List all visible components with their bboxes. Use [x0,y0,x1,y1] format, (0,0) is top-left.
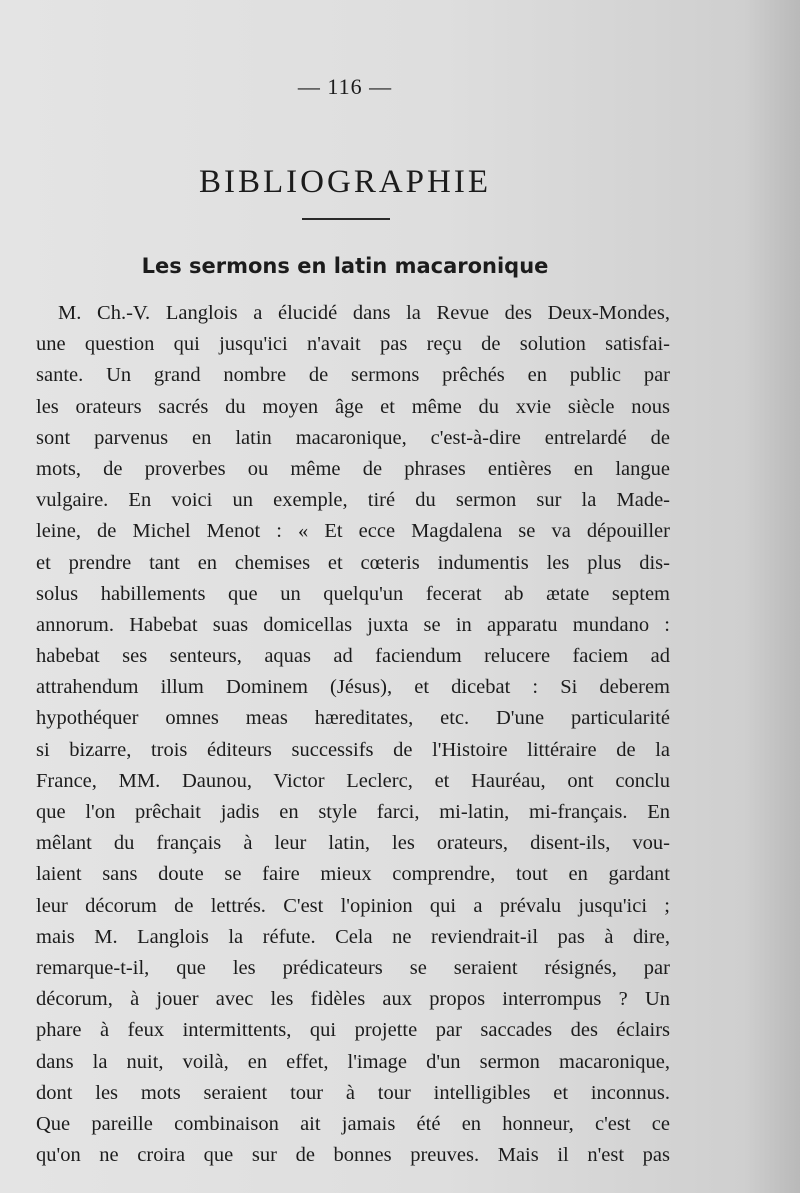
text-line: remarque-t-il, que les prédicateurs se seraient résignés, par [36,956,670,979]
text-line: hypothéquer omnes meas hæreditates, etc. D'une particularité [36,707,670,730]
text-line: dont les mots seraient tour à tour intelligibles et inconnus. [36,1081,670,1104]
text-line: laient sans doute se faire mieux comprendre, tout en gardant [36,863,670,886]
text-line: dans la nuit, voilà, en effet, l'image d'un sermon macaronique, [36,1050,670,1073]
article-title: Les sermons en latin macaronique [141,254,549,278]
section-heading: BIBLIOGRAPHIE [199,164,491,200]
text-line: France, MM. Daunou, Victor Leclerc, et Hauréau, ont conclu [36,769,670,792]
text-line: habebat ses senteurs, aquas ad faciendum relucere faciem ad [36,645,670,668]
text-line: si bizarre, trois éditeurs successifs de l'Histoire littéraire de la [36,738,670,761]
page-number: — 116 — [297,74,393,99]
text-line: et prendre tant en chemises et cœteris indumentis les plus dis- [36,551,670,574]
text-line: attrahendum illum Dominem (Jésus), et dicebat : Si deberem [36,676,670,699]
text-line: les orateurs sacrés du moyen âge et même du xvie siècle nous [36,395,670,418]
text-line: une question qui jusqu'ici n'avait pas reçu de solution satisfai- [36,333,670,356]
text-line: vulgaire. En voici un exemple, tiré du sermon sur la Made- [36,489,670,512]
text-line: leur décorum de lettrés. C'est l'opinion qui a prévalu jusqu'ici ; [36,894,670,917]
text-line: mots, de proverbes ou même de phrases entières en langue [36,457,670,480]
text-line: mais M. Langlois la réfute. Cela ne reviendrait-il pas à dire, [36,925,670,948]
text-line: M. Ch.-V. Langlois a élucidé dans la Revue des Deux-Mondes, [58,302,670,324]
text-line: sont parvenus en latin macaronique, c'est-à-dire entrelardé de [36,426,670,449]
text-line: leine, de Michel Menot : « Et ecce Magdalena se va dépouiller [36,520,670,543]
heading-divider [302,218,390,220]
text-line: solus habillements que un quelqu'un fecerat ab ætate septem [36,582,670,605]
body-text [36,298,670,1171]
text-line: sante. Un grand nombre de sermons prêchés en public par [36,364,670,387]
text-line: qu'on ne croira que sur de bonnes preuves. Mais il n'est pas [36,1144,670,1167]
text-line: annorum. Habebat suas domicellas juxta se in apparatu mundano : [36,613,670,636]
text-line: décorum, à jouer avec les fidèles aux propos interrompus ? Un [36,988,670,1011]
text-line: Que pareille combinaison ait jamais été en honneur, c'est ce [36,1112,670,1135]
text-line: mêlant du français à leur latin, les orateurs, disent-ils, vou- [36,832,670,855]
text-line: phare à feux intermittents, qui projette par saccades des éclairs [36,1019,670,1042]
text-line: que l'on prêchait jadis en style farci, mi-latin, mi-français. En [36,801,670,823]
